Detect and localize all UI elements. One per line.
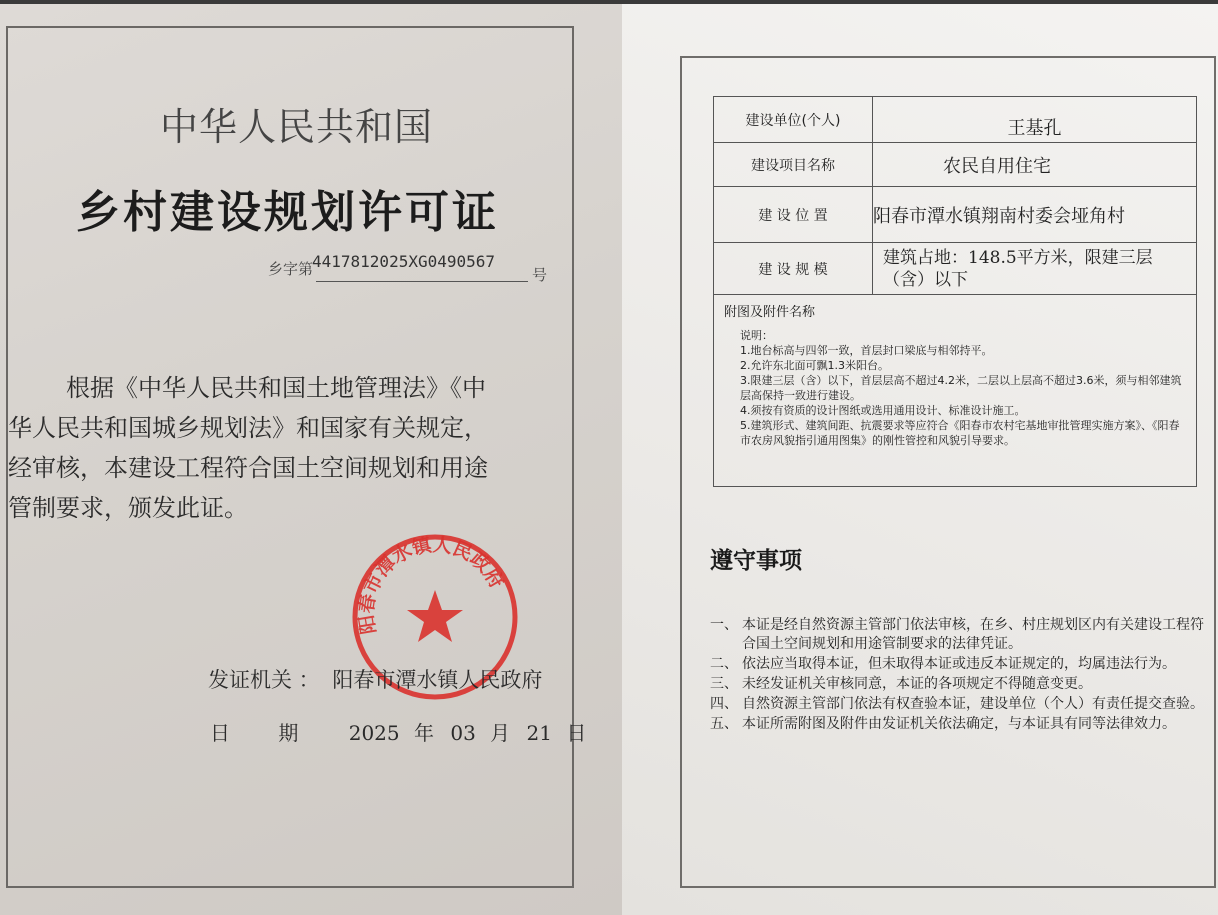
list-item (710, 616, 1208, 654)
row-value: 阳春市潭水镇翔南村委会垭角村 (873, 187, 1197, 243)
country-name: 中华人民共和国 (160, 105, 434, 149)
seal-text: 阳春市潭水镇人民政府 (355, 533, 508, 636)
cert-number-underline (316, 281, 528, 282)
date-label-2: 期 (278, 721, 299, 745)
issue-date (210, 717, 586, 746)
date-year: 2025 (348, 721, 400, 745)
body-line: 管制要求，颁发此证。 (8, 494, 248, 522)
item-text: 未经发证机关审核同意，本证的各项规定不得随意变更。 (742, 676, 1092, 692)
body-line: 根据《中华人民共和国土地管理法》《中 (66, 374, 486, 402)
list-item (710, 675, 1208, 694)
table-row (714, 143, 1197, 187)
notes (724, 328, 1186, 448)
item-text: 本证所需附图及附件由发证机关依法确定，与本证具有同等法律效力。 (742, 716, 1176, 732)
row-value: 建筑占地：148.5平方米，限建三层（含）以下 (873, 243, 1197, 295)
table-row (714, 243, 1197, 295)
attachment-cell (714, 295, 1197, 487)
row-value: 王基孔 (873, 97, 1197, 143)
item-text: 自然资源主管部门依法有权查验本证，建设单位（个人）有责任提交查验。 (742, 696, 1204, 712)
table-row (714, 187, 1197, 243)
cert-number-suffix: 号 (532, 266, 548, 284)
item-number: 一、 (710, 617, 738, 633)
obey-list (710, 616, 1208, 735)
cert-number-prefix: 乡字第 (268, 260, 314, 278)
item-number: 五、 (710, 716, 738, 732)
note-line: 1.地台标高与四邻一致，首层封口梁底与相邻持平。 (740, 344, 993, 357)
date-label-1: 日 (210, 721, 230, 745)
body-line: 华人民共和国城乡规划法》和国家有关规定， (8, 414, 488, 442)
date-month-unit: 月 (490, 721, 511, 745)
body-line: 经审核，本建设工程符合国土空间规划和用途 (8, 454, 488, 482)
issuer (208, 664, 542, 694)
note-line: 5.建筑形式、建筑间距、抗震要求等应符合《阳春市农村宅基地审批管理实施方案》、《阳春市农房风貌指引通用图集》的刚性管控和风貌引导要求。 (740, 419, 1180, 447)
row-label: 建设单位(个人) (714, 97, 873, 143)
item-text: 依法应当取得本证，但未取得本证或违反本证规定的，均属违法行为。 (742, 656, 1176, 672)
row-value: 农民自用住宅 (873, 143, 1197, 187)
issuer-value: 阳春市潭水镇人民政府 (332, 668, 543, 692)
star-icon (407, 590, 463, 642)
cert-number: 4417812025XG0490567 (312, 252, 496, 271)
date-day-unit: 日 (566, 721, 587, 745)
note-line: 4.须按有资质的设计图纸或选用通用设计、标准设计施工。 (740, 404, 1026, 417)
list-item (710, 655, 1208, 674)
certificate-title: 乡村建设规划许可证 (76, 187, 499, 238)
row-label: 建设项目名称 (714, 143, 873, 187)
issuer-label: 发证机关 ： (208, 668, 320, 692)
obey-title: 遵守事项 (710, 548, 802, 574)
note-line: 2.允许东北面可飘1.3米阳台。 (740, 359, 889, 372)
info-table (713, 96, 1197, 487)
note-line: 说明： (740, 329, 773, 342)
row-label: 建 设 位 置 (714, 187, 873, 243)
date-year-unit: 年 (413, 721, 434, 745)
table-row (714, 295, 1197, 487)
row-label: 建 设 规 模 (714, 243, 873, 295)
item-text: 本证是经自然资源主管部门依法审核，在乡、村庄规划区内有关建设工程符合国土空间规划和用途管制要求的法律凭证。 (742, 617, 1204, 652)
date-day: 21 (526, 721, 552, 745)
table-row (714, 97, 1197, 143)
list-item (710, 715, 1208, 734)
item-number: 四、 (710, 696, 738, 712)
list-item (710, 695, 1208, 714)
certificate-body (8, 368, 556, 528)
item-number: 三、 (710, 676, 738, 692)
date-month: 03 (450, 721, 476, 745)
note-line: 3.限建三层（含）以下，首层层高不超过4.2米，二层以上层高不超过3.6米，须与相邻建筑层高保持一致进行建设。 (740, 374, 1182, 402)
attachment-title: 附图及附件名称 (724, 305, 816, 320)
item-number: 二、 (710, 656, 738, 672)
